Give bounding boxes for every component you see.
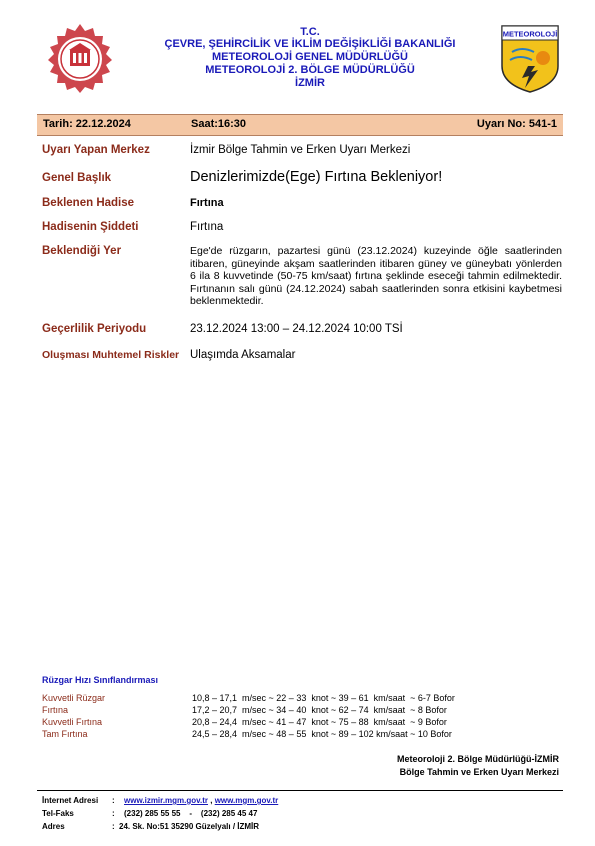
label-event-severity: Hadisenin Şiddeti bbox=[42, 221, 139, 233]
header-line-tc: T.C. bbox=[300, 26, 320, 38]
wind-class-name: Kuvvetli Rüzgar bbox=[42, 693, 106, 703]
wind-class-values: 17,2 – 20,7 m/sec ~ 34 – 40 knot ~ 62 – 74 km/saat ~ 8 Bofor bbox=[192, 705, 447, 715]
date-band bbox=[37, 114, 563, 136]
meteoroloji-logo bbox=[498, 22, 562, 94]
label-general-title: Genel Başlık bbox=[42, 172, 112, 184]
wind-class-values: 24,5 – 28,4 m/sec ~ 48 – 55 knot ~ 89 – 102 km/saat ~ 10 Bofor bbox=[192, 729, 452, 739]
footer-address-value: 24. Sk. No:51 35290 Güzelyalı / İZMİR bbox=[119, 822, 260, 831]
header-line-city: İZMİR bbox=[295, 77, 325, 89]
value-event-severity: Fırtına bbox=[190, 221, 224, 233]
label-expected-event: Beklenen Hadise bbox=[42, 197, 135, 209]
wind-class-name: Fırtına bbox=[42, 705, 69, 715]
label-validity-period: Geçerlilik Periyodu bbox=[42, 323, 147, 335]
link-separator: , bbox=[208, 796, 215, 805]
footer-colon: : bbox=[112, 796, 115, 805]
header-line-regional: METEOROLOJİ 2. BÖLGE MÜDÜRLÜĞÜ bbox=[205, 64, 415, 76]
logo-text: METEOROLOJİ bbox=[502, 29, 558, 39]
wind-class-name: Tam Fırtına bbox=[42, 729, 88, 739]
value-general-title: Denizlerimizde(Ege) Fırtına Bekleniyor! bbox=[190, 169, 443, 185]
header-line-ministry: ÇEVRE, ŞEHİRCİLİK VE İKLİM DEĞİŞİKLİĞİ BAKANLIĞI bbox=[164, 38, 456, 50]
wind-class-name: Kuvvetli Fırtına bbox=[42, 717, 103, 727]
footer-address-label: Adres bbox=[42, 822, 65, 831]
footer-tel-label: Tel-Faks bbox=[42, 809, 74, 818]
value-validity-period: 23.12.2024 13:00 – 24.12.2024 10:00 TSİ bbox=[190, 323, 403, 335]
header-line-directorate: METEOROLOJİ GENEL MÜDÜRLÜĞÜ bbox=[212, 51, 408, 63]
label-possible-risks: Oluşması Muhtemel Riskler bbox=[42, 349, 180, 361]
footer-colon: : bbox=[112, 822, 115, 831]
wind-class-values: 10,8 – 17,1 m/sec ~ 22 – 33 knot ~ 39 – 61 km/saat ~ 6-7 Bofor bbox=[192, 693, 455, 703]
link-mgm[interactable]: www.mgm.gov.tr bbox=[214, 796, 279, 805]
value-issuing-center: İzmir Bölge Tahmin ve Erken Uyarı Merkezi bbox=[190, 144, 411, 156]
footer-tel-value: (232) 285 55 55 - (232) 285 45 47 bbox=[124, 809, 258, 818]
value-possible-risks: Ulaşımda Aksamalar bbox=[190, 349, 296, 361]
footer-colon: : bbox=[112, 809, 115, 818]
ministry-seal-logo bbox=[40, 22, 120, 94]
footer-internet-label: İnternet Adresi bbox=[42, 796, 99, 805]
label-expected-location: Beklendiği Yer bbox=[42, 245, 122, 257]
warning-date: Tarih: 22.12.2024 bbox=[43, 118, 131, 130]
wind-class-values: 20,8 – 24,4 m/sec ~ 41 – 47 knot ~ 75 – 88 km/saat ~ 9 Bofor bbox=[192, 717, 447, 727]
warning-time: Saat:16:30 bbox=[191, 118, 247, 130]
footer-links bbox=[124, 796, 278, 805]
value-expected-event: Fırtına bbox=[190, 197, 224, 209]
link-izmir-mgm[interactable]: www.izmir.mgm.gov.tr bbox=[124, 796, 209, 805]
value-expected-location: Ege'de rüzgarın, pazartesi günü (23.12.2024) kuzeyinde öğle saatlerinden itibaren, güneyinde akşam saatlerinden itibaren güney ve güneybatı yönlerden 6 ila 8 kuvvetinde (50-75 km/saat) fırtına şeklinde eseceği tahmin edilmektedir. Fırtınanın salı günü (24.12.2024) sabah saatlerinden sonra etkisini kaybetmesi beklenmektedir. bbox=[190, 245, 562, 307]
label-issuing-center: Uyarı Yapan Merkez bbox=[42, 144, 150, 156]
signature-center: Bölge Tahmin ve Erken Uyarı Merkezi bbox=[399, 767, 559, 777]
wind-classification-heading: Rüzgar Hızı Sınıflandırması bbox=[42, 675, 159, 685]
footer-divider bbox=[37, 790, 563, 791]
signature-directorate: Meteoroloji 2. Bölge Müdürlüğü-İZMİR bbox=[397, 754, 559, 764]
warning-number: Uyarı No: 541-1 bbox=[476, 118, 557, 130]
